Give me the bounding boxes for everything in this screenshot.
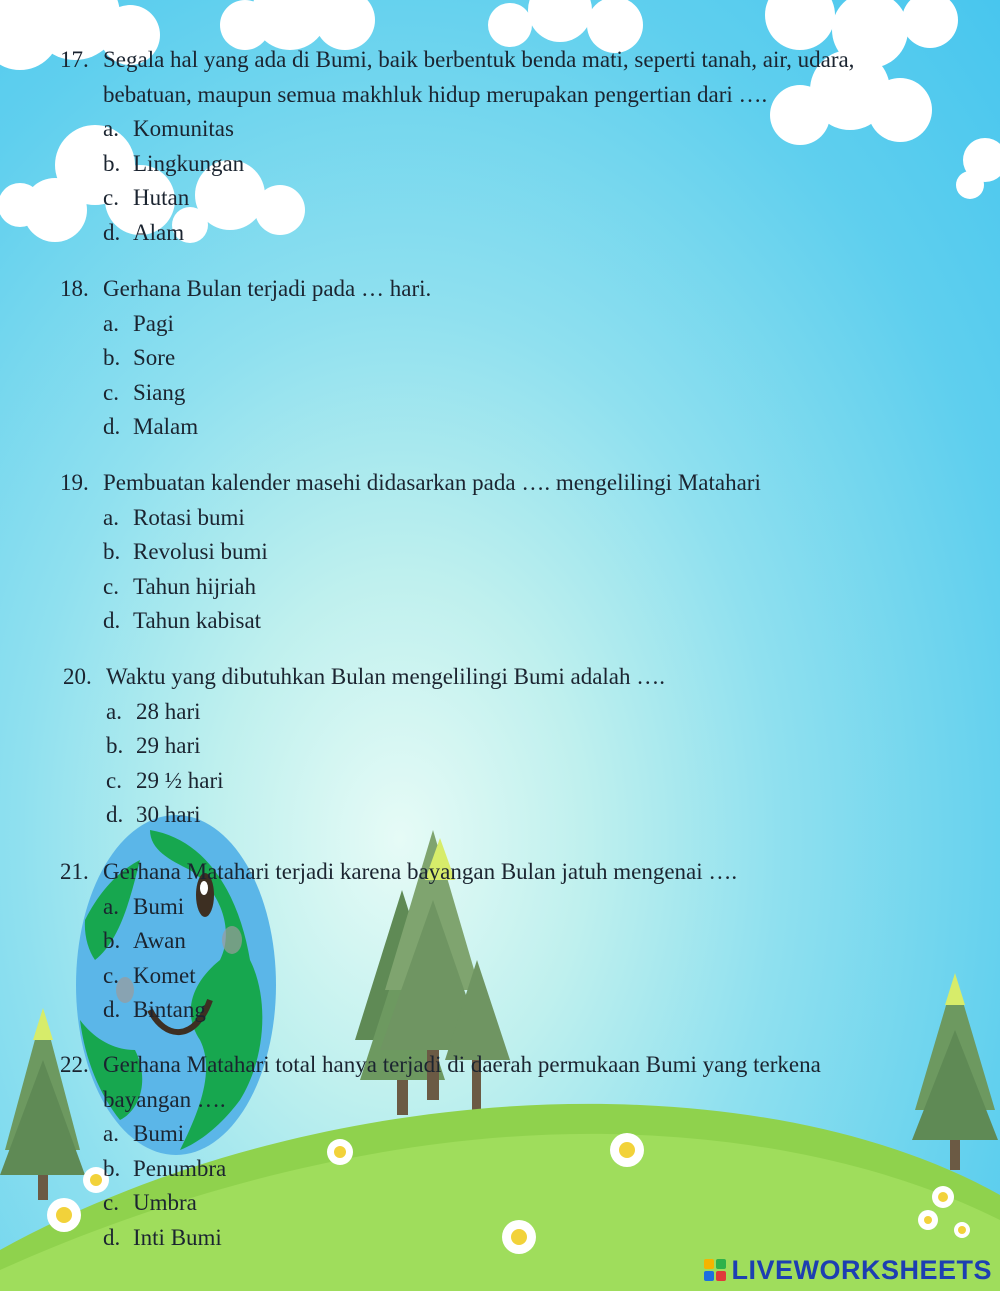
question-18 <box>60 272 431 445</box>
option-letter: c. <box>106 767 122 793</box>
question-number: 17. <box>60 47 89 72</box>
question-number: 20. <box>63 664 92 689</box>
option-text: Rotasi bumi <box>133 504 245 530</box>
option-text: Awan <box>133 928 186 953</box>
answer-option[interactable] <box>60 307 431 342</box>
option-text: Bumi <box>133 893 185 919</box>
option-letter: a. <box>103 116 119 141</box>
answer-option[interactable] <box>60 570 761 605</box>
answer-option[interactable] <box>60 181 854 216</box>
logo-mark-icon <box>704 1259 726 1281</box>
question-text: Pembuatan kalender masehi didasarkan pada …. mengelilingi Matahari <box>103 470 761 495</box>
question-number: 19. <box>60 470 89 495</box>
option-letter: b. <box>103 150 121 176</box>
question-text: bayangan …. <box>103 1086 226 1112</box>
answer-option[interactable] <box>60 890 737 925</box>
option-text: Siang <box>133 379 186 405</box>
option-letter: c. <box>103 379 119 405</box>
option-text: Penumbra <box>133 1155 227 1181</box>
option-text: 30 hari <box>136 802 201 827</box>
answer-option[interactable] <box>60 604 761 639</box>
option-text: Revolusi bumi <box>133 539 268 564</box>
answer-option[interactable] <box>60 501 761 536</box>
option-text: Umbra <box>133 1190 197 1215</box>
answer-option[interactable] <box>60 535 761 570</box>
option-text: Lingkungan <box>133 150 245 176</box>
option-letter: c. <box>103 185 119 210</box>
answer-option[interactable] <box>60 147 854 182</box>
option-letter: b. <box>103 345 121 370</box>
option-letter: c. <box>103 573 119 599</box>
question-text-line <box>60 272 431 307</box>
option-letter: c. <box>103 962 119 988</box>
question-19 <box>60 466 761 639</box>
question-text-line <box>60 1048 821 1083</box>
question-17 <box>60 43 854 250</box>
option-text: 29 ½ hari <box>136 767 224 793</box>
option-text: Tahun kabisat <box>133 608 262 633</box>
question-text-line <box>60 43 854 78</box>
option-letter: d. <box>103 997 121 1022</box>
option-letter: a. <box>103 893 119 919</box>
answer-option[interactable] <box>60 112 854 147</box>
option-letter: d. <box>103 414 121 439</box>
option-letter: a. <box>103 504 119 530</box>
answer-option[interactable] <box>60 959 737 994</box>
question-text: bebatuan, maupun semua makhluk hidup merupakan pengertian dari …. <box>103 81 768 107</box>
question-text: Waktu yang dibutuhkan Bulan mengelilingi Bumi adalah …. <box>106 664 665 689</box>
answer-option[interactable] <box>60 1117 821 1152</box>
option-text: Komet <box>133 962 196 988</box>
question-text-line <box>60 466 761 501</box>
answer-option[interactable] <box>63 729 665 764</box>
answer-option[interactable] <box>63 764 665 799</box>
answer-option[interactable] <box>60 1186 821 1221</box>
option-text: Bumi <box>133 1121 185 1146</box>
question-22 <box>60 1048 821 1255</box>
answer-option[interactable] <box>60 410 431 445</box>
option-text: Alam <box>133 219 185 245</box>
question-text-line <box>63 660 665 695</box>
option-letter: b. <box>103 1155 121 1181</box>
option-letter: b. <box>103 539 121 564</box>
answer-option[interactable] <box>60 993 737 1028</box>
option-text: Inti Bumi <box>133 1224 222 1250</box>
option-text: Komunitas <box>133 116 234 141</box>
question-number: 22. <box>60 1052 89 1077</box>
option-text: Malam <box>133 414 199 439</box>
answer-option[interactable] <box>60 341 431 376</box>
liveworksheets-logo <box>704 1255 992 1285</box>
question-text: Gerhana Matahari terjadi karena bayangan Bulan jatuh mengenai …. <box>103 859 738 884</box>
option-letter: d. <box>106 802 124 827</box>
option-text: Sore <box>133 345 176 370</box>
answer-option[interactable] <box>60 376 431 411</box>
option-letter: a. <box>103 1121 119 1146</box>
option-text: 28 hari <box>136 698 201 724</box>
question-21 <box>60 855 737 1028</box>
question-text-line <box>60 855 737 890</box>
question-number: 21. <box>60 859 89 884</box>
answer-option[interactable] <box>63 798 665 833</box>
answer-option[interactable] <box>60 1221 821 1256</box>
option-text: Tahun hijriah <box>133 573 256 599</box>
question-number: 18. <box>60 276 89 301</box>
question-text: Gerhana Matahari total hanya terjadi di daerah permukaan Bumi yang terkena <box>103 1052 821 1077</box>
option-letter: d. <box>103 608 121 633</box>
answer-option[interactable] <box>60 1152 821 1187</box>
option-text: Pagi <box>133 310 174 336</box>
question-text: Gerhana Bulan terjadi pada … hari. <box>103 276 432 301</box>
option-letter: b. <box>106 733 124 758</box>
option-letter: d. <box>103 1224 121 1250</box>
answer-option[interactable] <box>60 924 737 959</box>
question-text: Segala hal yang ada di Bumi, baik berbentuk benda mati, seperti tanah, air, udara, <box>103 47 855 72</box>
option-letter: d. <box>103 219 121 245</box>
option-letter: a. <box>103 310 119 336</box>
option-text: Hutan <box>133 185 190 210</box>
option-text: Bintang <box>133 997 206 1022</box>
question-20 <box>63 660 665 833</box>
option-letter: a. <box>106 698 122 724</box>
option-letter: b. <box>103 928 121 953</box>
option-letter: c. <box>103 1190 119 1215</box>
question-text-line <box>60 78 854 113</box>
question-text-line <box>60 1083 821 1118</box>
answer-option[interactable] <box>63 695 665 730</box>
logo-text: LIVEWORKSHEETS <box>731 1254 992 1285</box>
answer-option[interactable] <box>60 216 854 251</box>
option-text: 29 hari <box>136 733 201 758</box>
